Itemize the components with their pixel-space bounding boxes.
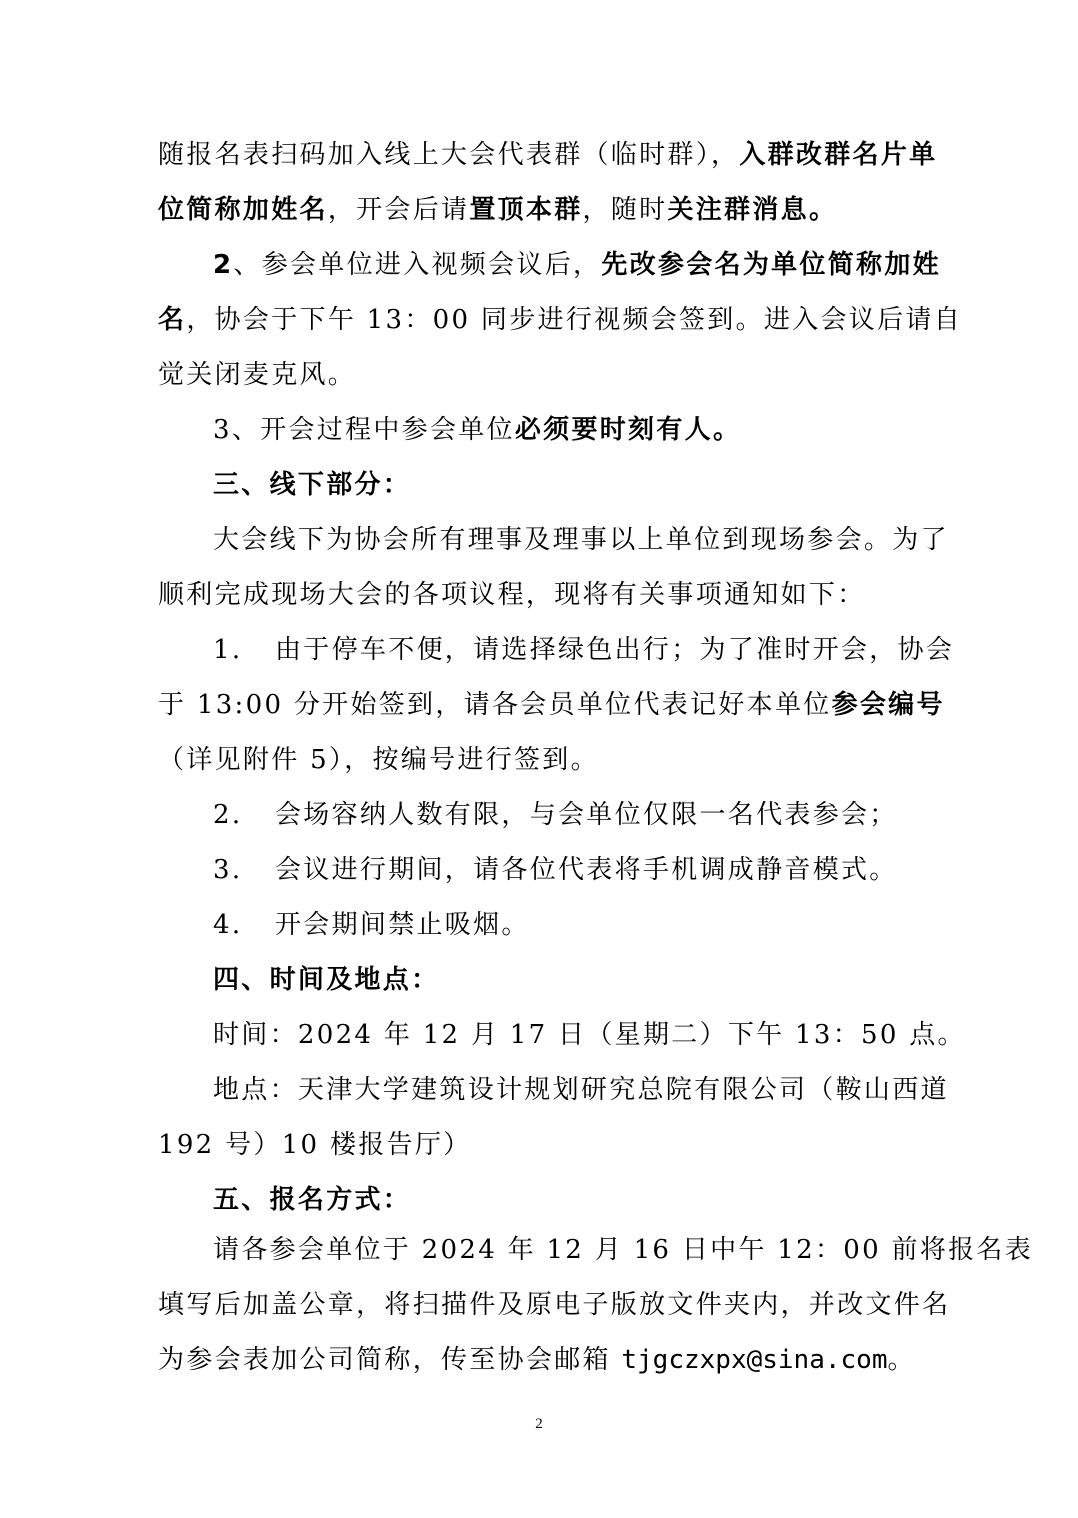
bold-segment: 置顶本群 xyxy=(469,195,583,225)
bold-segment: 入群改群名片单 xyxy=(739,140,938,170)
text-segment: 由于停车不便，请选择绿色出行；为了准时开会，协会 xyxy=(275,635,955,665)
paragraph-4-line-1: 大会线下为协会所有理事及理事以上单位到现场参会。为了 xyxy=(213,525,949,555)
list-item-1-line-1 xyxy=(213,630,955,670)
bold-segment: 名 xyxy=(158,305,187,335)
text-segment: ，随时 xyxy=(582,195,668,225)
text-segment: 、参会单位进入视频会议后， xyxy=(233,250,602,280)
paragraph-2-line-2 xyxy=(158,300,963,340)
paragraph-2-line-1 xyxy=(213,245,941,285)
text-segment: 开会期间禁止吸烟。 xyxy=(275,910,530,940)
bold-segment: 先改参会名为单位简称加姓 xyxy=(601,250,941,280)
text-segment: 随报名表扫码加入线上大会代表群（临时群）， xyxy=(158,140,740,170)
text-segment: ，开会后请 xyxy=(327,195,470,225)
paragraph-2-line-3: 觉关闭麦克风。 xyxy=(158,360,357,390)
list-number: 1. xyxy=(213,635,243,665)
text-segment: 会场容纳人数有限，与会单位仅限一名代表参会； xyxy=(275,800,898,830)
bold-segment: 位简称加姓名 xyxy=(158,195,328,225)
list-number: 2. xyxy=(213,800,243,830)
list-item-3 xyxy=(213,850,918,890)
bold-segment: 必须要时刻有人。 xyxy=(514,415,742,445)
paragraph-5-line-1: 请各参会单位于 2024 年 12 月 16 日中午 12：00 前将报名表 xyxy=(213,1235,1034,1265)
paragraph-5-line-2: 填写后加盖公章，将扫描件及原电子版放文件夹内，并改文件名 xyxy=(158,1290,951,1320)
text-segment: 于 13:00 分开始签到，请各会员单位代表记好本单位 xyxy=(158,690,832,720)
paragraph-4-line-2: 顺利完成现场大会的各项议程，现将有关事项通知如下： xyxy=(158,580,866,610)
section-heading-4: 四、时间及地点： xyxy=(213,965,440,995)
bold-segment: 关注群消息。 xyxy=(667,195,838,225)
text-segment: 会议进行期间，请各位代表将手机调成静音模式。 xyxy=(275,855,898,885)
paragraph-3 xyxy=(213,410,918,450)
text-segment: ，协会于下午 13：00 同步进行视频会签到。进入会议后请自 xyxy=(186,305,963,335)
list-item-2 xyxy=(213,795,918,835)
text-segment: 为参会表加公司简称，传至协会邮箱 xyxy=(158,1345,622,1375)
list-number: 3. xyxy=(213,855,243,885)
bold-segment: 2 xyxy=(213,250,234,280)
paragraph-1-line-2 xyxy=(158,190,918,230)
list-number: 4. xyxy=(213,910,243,940)
page-number: 2 xyxy=(535,1416,543,1432)
text-segment: 3、开会过程中参会单位 xyxy=(213,415,515,445)
list-item-1-line-2 xyxy=(158,685,945,725)
meeting-time: 时间：2024 年 12 月 17 日（星期二）下午 13：50 点。 xyxy=(213,1020,966,1050)
section-heading-5: 五、报名方式： xyxy=(213,1185,412,1215)
bold-segment: 参会编号 xyxy=(831,690,945,720)
section-heading-3: 三、线下部分： xyxy=(213,470,412,500)
paragraph-5-line-3 xyxy=(158,1340,918,1380)
email-address: tjgczxpx@sina.com xyxy=(621,1345,888,1375)
meeting-place-line-1: 地点：天津大学建筑设计规划研究总院有限公司（鞍山西道 xyxy=(213,1075,949,1105)
text-segment: 。 xyxy=(887,1345,916,1375)
meeting-place-line-2: 192 号）10 楼报告厅） xyxy=(158,1130,472,1160)
paragraph-1-line-1 xyxy=(158,135,938,175)
list-item-4 xyxy=(213,905,918,945)
list-item-1-line-3: （详见附件 5），按编号进行签到。 xyxy=(158,745,599,775)
